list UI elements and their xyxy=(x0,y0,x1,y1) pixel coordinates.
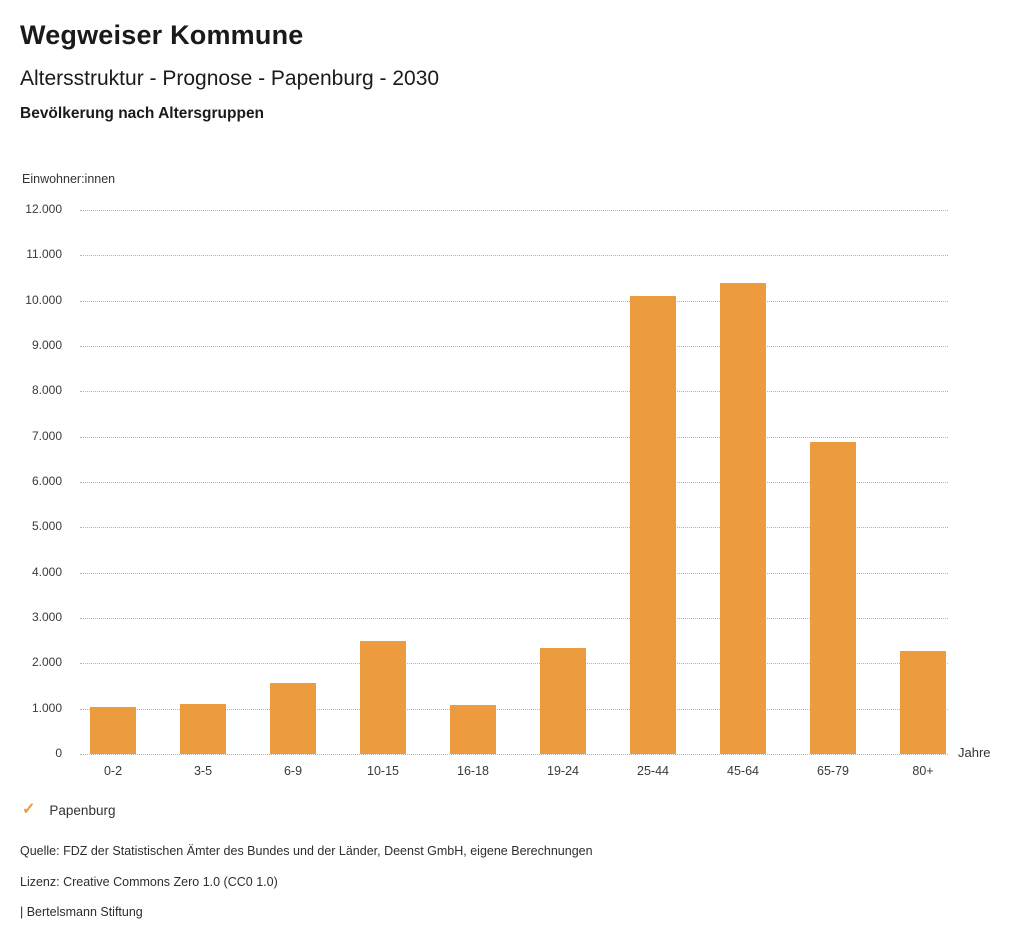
x-axis-tick-65-79: 65-79 xyxy=(817,764,849,778)
x-axis-tick-25-44: 25-44 xyxy=(637,764,669,778)
gridline-12000 xyxy=(80,210,948,211)
bar-25-44[interactable] xyxy=(630,296,676,754)
y-axis-tick-0: 0 xyxy=(55,746,62,760)
bar-16-18[interactable] xyxy=(450,705,496,754)
attribution-text: | Bertelsmann Stiftung xyxy=(20,905,143,919)
source-text: Quelle: FDZ der Statistischen Ämter des Bundes und der Länder, Deenst GmbH, eigene Berechnungen xyxy=(20,844,593,858)
legend-label: Papenburg xyxy=(49,802,116,818)
y-axis-tick-2000: 2.000 xyxy=(31,655,62,670)
gridline-8000 xyxy=(80,391,948,392)
bar-19-24[interactable] xyxy=(540,648,586,754)
x-axis-tick-10-15: 10-15 xyxy=(367,764,399,778)
y-axis-tick-10000: 10.000 xyxy=(25,292,62,307)
x-axis-tick-6-9: 6-9 xyxy=(283,764,303,778)
x-axis-tick-45-64: 45-64 xyxy=(727,764,759,778)
gridline-7000 xyxy=(80,437,948,438)
x-axis-unit-label: Jahre xyxy=(958,745,991,760)
gridline-0 xyxy=(80,754,948,755)
bar-3-5[interactable] xyxy=(180,704,226,754)
y-axis-tick-11000: 11.000 xyxy=(26,247,62,262)
bar-10-15[interactable] xyxy=(360,641,406,754)
y-axis-title: Einwohner:innen xyxy=(22,172,116,186)
license-text: Lizenz: Creative Commons Zero 1.0 (CC0 1.0) xyxy=(20,875,278,889)
y-axis-tick-1000: 1.000 xyxy=(31,700,62,715)
x-axis-tick-0-2: 0-2 xyxy=(103,764,123,778)
y-axis-tick-8000: 8.000 xyxy=(31,383,62,398)
y-axis-tick-3000: 3.000 xyxy=(31,610,62,624)
bar-65-79[interactable] xyxy=(810,442,856,754)
bar-45-64[interactable] xyxy=(720,283,766,754)
chart-subtitle: Altersstruktur - Prognose - Papenburg - 2030 xyxy=(20,67,440,90)
y-axis-tick-9000: 9.000 xyxy=(31,338,62,352)
y-axis-tick-12000: 12.000 xyxy=(25,202,62,216)
y-axis-tick-4000: 4.000 xyxy=(31,564,62,579)
gridline-10000 xyxy=(80,301,948,302)
y-axis-tick-6000: 6.000 xyxy=(31,474,62,488)
chart-section-heading: Bevölkerung nach Altersgruppen xyxy=(20,105,265,122)
y-axis-tick-5000: 5.000 xyxy=(31,519,62,534)
bar-80+[interactable] xyxy=(900,651,946,754)
page-title: Wegweiser Kommune xyxy=(20,20,304,50)
bar-0-2[interactable] xyxy=(90,707,136,754)
gridline-9000 xyxy=(80,346,948,347)
gridline-11000 xyxy=(80,255,948,256)
x-axis-tick-19-24: 19-24 xyxy=(547,764,579,778)
legend-check-icon: ✓ xyxy=(22,801,36,818)
x-axis-tick-80+: 80+ xyxy=(912,764,934,778)
y-axis-tick-7000: 7.000 xyxy=(31,428,62,443)
x-axis-tick-16-18: 16-18 xyxy=(457,764,489,778)
legend-item-papenburg[interactable] xyxy=(22,802,115,818)
x-axis-tick-3-5: 3-5 xyxy=(193,764,213,778)
bar-6-9[interactable] xyxy=(270,683,316,754)
